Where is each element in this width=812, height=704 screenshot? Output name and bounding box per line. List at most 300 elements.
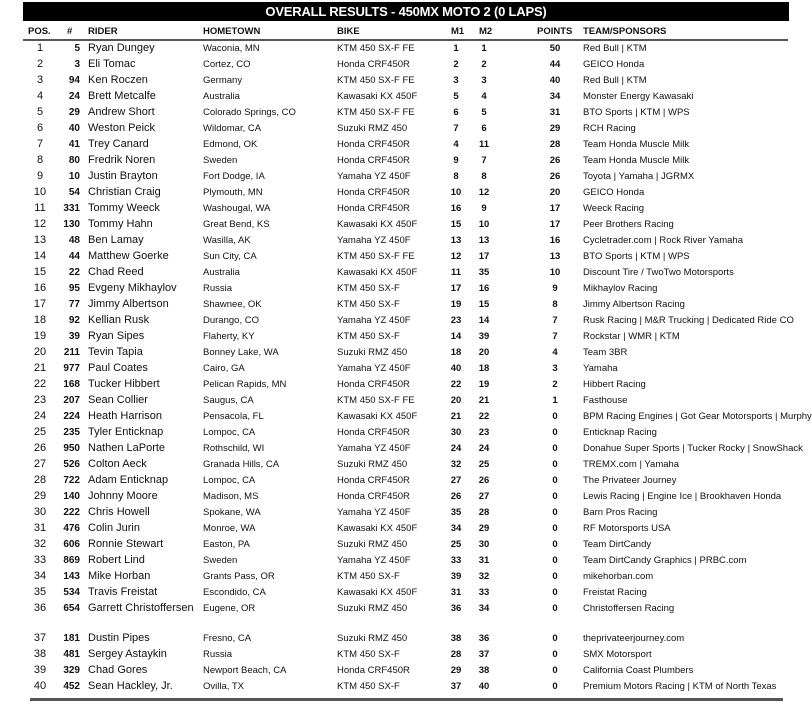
rider-bike: Kawasaki KX 450F [337,587,418,598]
moto1-result: 2 [453,59,459,70]
moto2-result: 32 [478,571,490,582]
moto2-result: 13 [478,235,490,246]
result-position: 26 [33,442,47,454]
rider-name: Brett Metcalfe [88,90,156,102]
moto1-result: 23 [450,315,462,326]
header-hometown: HOMETOWN [203,26,261,37]
table-row [0,184,812,200]
team-sponsors: Red Bull | KTM [583,43,647,54]
rider-hometown: Edmond, OK [203,139,258,150]
points-value: 0 [552,587,558,598]
team-sponsors: Fasthouse [583,395,628,406]
header-m2: M2 [479,26,493,37]
rider-name: Chris Howell [88,506,150,518]
points-value: 0 [552,491,558,502]
rider-hometown: Cairo, GA [203,363,245,374]
moto1-result: 29 [450,665,462,676]
rider-bike: Yamaha YZ 450F [337,507,411,518]
rider-bike: Kawasaki KX 450F [337,411,418,422]
table-row [0,280,812,296]
result-position: 32 [33,538,47,550]
team-sponsors: California Coast Plumbers [583,665,694,676]
rider-name: Kellian Rusk [88,314,150,326]
moto2-result: 36 [478,633,490,644]
rider-bike: Honda CRF450R [337,491,410,502]
rider-number: 235 [63,427,80,438]
footer-divider [30,698,783,701]
moto1-result: 34 [450,523,462,534]
rider-hometown: Granada Hills, CA [203,459,280,470]
team-sponsors: Barn Pros Racing [583,507,658,518]
rider-number: 207 [63,395,80,406]
rider-hometown: Wasilla, AK [203,235,251,246]
points-value: 0 [552,459,558,470]
rider-name: Ben Lamay [88,234,144,246]
rider-number: 44 [68,251,80,262]
rider-bike: Honda CRF450R [337,379,410,390]
rider-name: Ken Roczen [88,74,148,86]
moto2-result: 18 [478,363,490,374]
result-position: 35 [33,586,47,598]
rider-bike: KTM 450 SX-F FE [337,75,415,86]
points-value: 0 [552,665,558,676]
result-position: 15 [33,266,47,278]
moto2-result: 31 [478,555,490,566]
rider-name: Johnny Moore [88,490,158,502]
table-row [0,600,812,630]
team-sponsors: The Privateer Journey [583,475,677,486]
rider-number: 977 [63,363,80,374]
result-position: 33 [33,554,47,566]
moto1-result: 35 [450,507,462,518]
table-row [0,216,812,232]
rider-name: Ryan Dungey [88,42,155,54]
rider-bike: Honda CRF450R [337,203,410,214]
table-row [0,72,812,88]
rider-hometown: Escondido, CA [203,587,266,598]
moto2-result: 15 [478,299,490,310]
results-title-bar: OVERALL RESULTS - 450MX MOTO 2 (0 LAPS) [23,2,789,21]
moto1-result: 31 [450,587,462,598]
result-position: 31 [33,522,47,534]
moto1-result: 14 [450,331,462,342]
team-sponsors: Cycletrader.com | Rock River Yamaha [583,235,743,246]
rider-bike: KTM 450 SX-F FE [337,395,415,406]
rider-name: Evgeny Mikhaylov [88,282,177,294]
table-row [0,552,812,568]
result-position: 8 [36,154,44,166]
points-value: 10 [549,267,561,278]
team-sponsors: Weeck Racing [583,203,645,214]
rider-number: 92 [68,315,80,326]
result-position: 37 [33,632,47,644]
moto2-result: 9 [481,203,487,214]
result-position: 16 [33,282,47,294]
points-value: 2 [552,379,558,390]
points-value: 40 [549,75,561,86]
moto1-result: 39 [450,571,462,582]
team-sponsors: GEICO Honda [583,59,645,70]
moto1-result: 7 [453,123,459,134]
moto2-result: 26 [478,475,490,486]
rider-number: 869 [63,555,80,566]
rider-number: 168 [63,379,80,390]
rider-bike: Yamaha YZ 450F [337,171,411,182]
table-row [0,200,812,216]
moto2-result: 20 [478,347,490,358]
rider-number: 181 [63,633,80,644]
rider-hometown: Washougal, WA [203,203,271,214]
header-bike: BIKE [337,26,360,37]
rider-bike: KTM 450 SX-F [337,571,400,582]
team-sponsors: Enticknap Racing [583,427,657,438]
rider-number: 130 [63,219,80,230]
result-position: 34 [33,570,47,582]
result-position: 2 [36,58,44,70]
table-row [0,264,812,280]
result-position: 1 [36,42,44,54]
moto1-result: 26 [450,491,462,502]
rider-bike: Honda CRF450R [337,427,410,438]
moto1-result: 16 [450,203,462,214]
rider-hometown: Rothschild, WI [203,443,265,454]
rider-hometown: Saugus, CA [203,395,254,406]
rider-name: Weston Peick [88,122,156,134]
table-row [0,504,812,520]
points-value: 0 [552,633,558,644]
rider-bike: Suzuki RMZ 450 [337,539,408,550]
rider-number: 481 [63,649,80,660]
moto1-result: 30 [450,427,462,438]
moto2-result: 39 [478,331,490,342]
table-row [0,344,812,360]
points-value: 0 [552,443,558,454]
points-value: 4 [552,347,558,358]
team-sponsors: BTO Sports | KTM | WPS [583,251,690,262]
rider-number: 41 [68,139,80,150]
result-position: 39 [33,664,47,676]
rider-number: 222 [63,507,80,518]
result-position: 23 [33,394,47,406]
rider-hometown: Monroe, WA [203,523,256,534]
rider-hometown: Fort Dodge, IA [203,171,265,182]
moto2-result: 7 [481,155,487,166]
rider-bike: Honda CRF450R [337,59,410,70]
rider-number: 22 [68,267,80,278]
team-sponsors: Rusk Racing | M&R Trucking | Dedicated Ride CO [583,315,794,326]
header-rider: RIDER [88,26,118,37]
rider-number: 94 [68,75,80,86]
moto1-result: 11 [450,267,462,278]
moto1-result: 4 [453,139,459,150]
moto2-result: 23 [478,427,490,438]
points-value: 50 [549,43,561,54]
moto2-result: 11 [478,139,490,150]
results-table-body [0,40,812,694]
result-position: 20 [33,346,47,358]
table-row [0,488,812,504]
team-sponsors: TREMX.com | Yamaha [583,459,680,470]
header-pos: POS. [28,26,51,37]
moto2-result: 12 [478,187,490,198]
moto1-result: 33 [450,555,462,566]
moto1-result: 13 [450,235,462,246]
result-position: 22 [33,378,47,390]
moto2-result: 1 [481,43,487,54]
rider-name: Heath Harrison [88,410,162,422]
rider-hometown: Madison, MS [203,491,259,502]
rider-name: Chad Reed [88,266,144,278]
result-position: 12 [33,218,47,230]
header-points: POINTS [537,26,573,37]
team-sponsors: BTO Sports | KTM | WPS [583,107,690,118]
rider-hometown: Plymouth, MN [203,187,263,198]
table-row [0,312,812,328]
points-value: 28 [549,139,561,150]
team-sponsors: Premium Motors Racing | KTM of North Texas [583,681,777,692]
rider-number: 48 [68,235,80,246]
result-position: 5 [36,106,44,118]
moto1-result: 15 [450,219,462,230]
rider-number: 39 [68,331,80,342]
team-sponsors: theprivateerjourney.com [583,633,685,644]
moto1-result: 21 [450,411,462,422]
moto2-result: 10 [478,219,490,230]
moto2-result: 28 [478,507,490,518]
table-row [0,152,812,168]
moto2-result: 8 [481,171,487,182]
rider-hometown: Cortez, CO [203,59,251,70]
team-sponsors: Red Bull | KTM [583,75,647,86]
rider-bike: KTM 450 SX-F [337,649,400,660]
moto1-result: 18 [450,347,462,358]
points-value: 16 [549,235,561,246]
rider-hometown: Flaherty, KY [203,331,255,342]
rider-number: 3 [74,59,80,70]
team-sponsors: Rockstar | WMR | KTM [583,331,680,342]
moto1-result: 22 [450,379,462,390]
result-position: 18 [33,314,47,326]
result-position: 7 [36,138,44,150]
rider-name: Ryan Sipes [88,330,145,342]
moto2-result: 30 [478,539,490,550]
rider-name: Tommy Hahn [88,218,153,230]
moto1-result: 5 [453,91,459,102]
team-sponsors: SMX Motorsport [583,649,652,660]
table-row [0,232,812,248]
moto2-result: 35 [478,267,490,278]
moto2-result: 25 [478,459,490,470]
rider-bike: KTM 450 SX-F [337,331,400,342]
points-value: 34 [549,91,561,102]
rider-name: Sean Collier [88,394,148,406]
moto2-result: 5 [481,107,487,118]
moto2-result: 37 [478,649,490,660]
rider-number: 654 [63,603,80,614]
moto2-result: 14 [478,315,490,326]
rider-bike: Honda CRF450R [337,187,410,198]
points-value: 0 [552,475,558,486]
moto2-result: 38 [478,665,490,676]
table-row [0,296,812,312]
rider-bike: KTM 450 SX-F FE [337,43,415,54]
table-row [0,630,812,646]
rider-bike: Yamaha YZ 450F [337,363,411,374]
moto1-result: 8 [453,171,459,182]
moto2-result: 40 [478,681,490,692]
moto1-result: 36 [450,603,462,614]
result-position: 38 [33,648,47,660]
result-position: 17 [33,298,47,310]
moto1-result: 40 [450,363,462,374]
team-sponsors: Team DirtCandy Graphics | PRBC.com [583,555,747,566]
rider-bike: Suzuki RMZ 450 [337,123,408,134]
result-position: 29 [33,490,47,502]
rider-bike: Yamaha YZ 450F [337,443,411,454]
moto1-result: 28 [450,649,462,660]
rider-hometown: Sweden [203,155,238,166]
rider-number: 54 [68,187,80,198]
rider-name: Tevin Tapia [88,346,143,358]
rider-name: Travis Freistat [88,586,158,598]
rider-bike: Yamaha YZ 450F [337,555,411,566]
points-value: 8 [552,299,558,310]
rider-bike: KTM 450 SX-F FE [337,251,415,262]
team-sponsors: Mikhaylov Racing [583,283,658,294]
rider-number: 452 [63,681,80,692]
team-sponsors: Donahue Super Sports | Tucker Rocky | SnowShack [583,443,803,454]
rider-number: 29 [68,107,80,118]
rider-hometown: Russia [203,649,233,660]
points-value: 31 [549,107,561,118]
moto2-result: 19 [478,379,490,390]
result-position: 19 [33,330,47,342]
rider-hometown: Shawnee, OK [203,299,262,310]
result-position: 21 [33,362,47,374]
rider-name: Matthew Goerke [88,250,169,262]
moto2-result: 6 [481,123,487,134]
rider-bike: KTM 450 SX-F [337,681,400,692]
moto1-result: 9 [453,155,459,166]
rider-name: Adam Enticknap [88,474,169,486]
points-value: 0 [552,681,558,692]
points-value: 7 [552,315,558,326]
table-row [0,248,812,264]
team-sponsors: Monster Energy Kawasaki [583,91,694,102]
points-value: 17 [549,219,561,230]
moto2-result: 2 [481,59,487,70]
rider-name: Paul Coates [88,362,148,374]
rider-number: 211 [63,347,80,358]
rider-name: Mike Horban [88,570,151,582]
team-sponsors: Team Honda Muscle Milk [583,155,690,166]
rider-hometown: Fresno, CA [203,633,252,644]
rider-name: Andrew Short [88,106,155,118]
rider-name: Garrett Christoffersen [88,602,194,614]
table-row [0,40,812,56]
rider-bike: Honda CRF450R [337,665,410,676]
points-value: 0 [552,539,558,550]
points-value: 0 [552,507,558,518]
rider-name: Trey Canard [88,138,149,150]
rider-bike: Suzuki RMZ 450 [337,633,408,644]
team-sponsors: Discount Tire / TwoTwo Motorsports [583,267,734,278]
rider-name: Christian Craig [88,186,161,198]
rider-name: Nathen LaPorte [88,442,166,454]
rider-bike: Kawasaki KX 450F [337,523,418,534]
table-row [0,104,812,120]
moto2-result: 4 [481,91,487,102]
team-sponsors: Toyota | Yamaha | JGRMX [583,171,695,182]
team-sponsors: Team 3BR [583,347,628,358]
result-position: 30 [33,506,47,518]
rider-number: 476 [63,523,80,534]
rider-bike: Suzuki RMZ 450 [337,347,408,358]
rider-name: Dustin Pipes [88,632,150,644]
table-row [0,328,812,344]
points-value: 26 [549,155,561,166]
moto2-result: 29 [478,523,490,534]
table-row [0,456,812,472]
rider-number: 331 [63,203,80,214]
team-sponsors: Team Honda Muscle Milk [583,139,690,150]
moto2-result: 33 [478,587,490,598]
team-sponsors: Lewis Racing | Engine Ice | Brookhaven Honda [583,491,782,502]
points-value: 0 [552,523,558,534]
table-row [0,424,812,440]
rider-hometown: Eugene, OR [203,603,256,614]
rider-number: 722 [63,475,80,486]
rider-bike: KTM 450 SX-F [337,299,400,310]
rider-bike: Suzuki RMZ 450 [337,603,408,614]
points-value: 7 [552,331,558,342]
rider-hometown: Great Bend, KS [203,219,270,230]
table-row [0,376,812,392]
moto1-result: 24 [450,443,462,454]
team-sponsors: Yamaha [583,363,618,374]
rider-hometown: Australia [203,91,240,102]
rider-hometown: Easton, PA [203,539,250,550]
table-row [0,392,812,408]
moto1-result: 19 [450,299,462,310]
moto2-result: 21 [478,395,490,406]
points-value: 0 [552,649,558,660]
rider-bike: Honda CRF450R [337,139,410,150]
rider-name: Tyler Enticknap [88,426,164,438]
points-value: 9 [552,283,558,294]
table-row [0,88,812,104]
rider-hometown: Australia [203,267,240,278]
rider-hometown: Pelican Rapids, MN [203,379,287,390]
rider-hometown: Russia [203,283,233,294]
result-position: 14 [33,250,47,262]
moto1-result: 27 [450,475,462,486]
table-row [0,584,812,600]
points-value: 44 [549,59,561,70]
rider-name: Sean Hackley, Jr. [88,680,173,692]
team-sponsors: BPM Racing Engines | Got Gear Motorsports | Murphy [583,411,812,422]
rider-name: Colin Jurin [88,522,140,534]
table-row [0,168,812,184]
points-value: 17 [549,203,561,214]
result-position: 24 [33,410,47,422]
rider-name: Eli Tomac [88,58,136,70]
rider-number: 140 [63,491,80,502]
rider-number: 534 [63,587,80,598]
rider-hometown: Ovilla, TX [203,681,245,692]
rider-hometown: Grants Pass, OR [203,571,275,582]
team-sponsors: Peer Brothers Racing [583,219,674,230]
